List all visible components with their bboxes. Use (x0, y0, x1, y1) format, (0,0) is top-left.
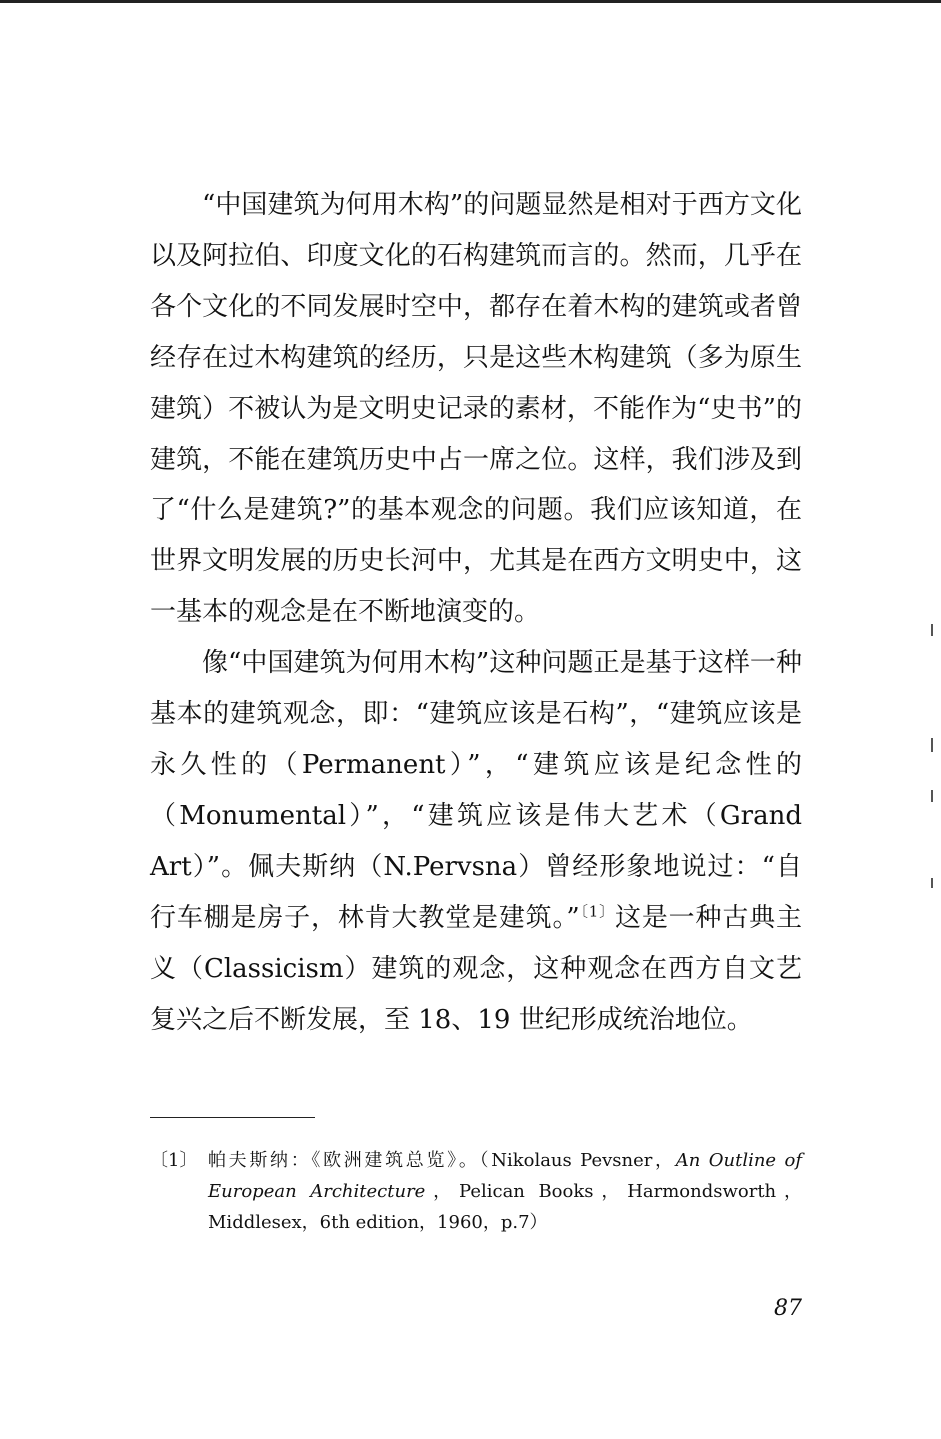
page-top-border (0, 0, 941, 3)
paragraph-2-text-before-ref: 像“中国建筑为何用木构”这种问题正是基于这样一种基本的建筑观念，即：“建筑应该是石构”，“建筑应该是永久性的（Permanent）”，“建筑应该是纪念性的（Monumental）”，“建筑应该是伟大艺术（Grand Art）”。佩夫斯纳（N.Pervsna）曾经形象地说过：“自行车棚是房子，林肯大教堂是建筑。” (150, 648, 802, 933)
paragraph-2 (150, 638, 802, 1045)
footnote-tail: ，Pelican Books，Harmondsworth，Middlesex，6th edition，1960，p.7） (208, 1181, 802, 1233)
footnote-lead: 帕夫斯纳：《欧洲建筑总览》。（Nikolaus Pevsner， (208, 1150, 676, 1171)
footnote-marker: 〔1〕 (150, 1150, 198, 1171)
footnote-reference-mark[interactable]: 〔1〕 (579, 902, 615, 921)
scan-artifact-mark (931, 738, 933, 752)
footnote-1 (150, 1145, 802, 1238)
footnote-body (208, 1145, 802, 1238)
page-number: 87 (774, 1296, 802, 1321)
footnote-book-title: An Outline of European Architecture (208, 1150, 802, 1202)
scan-artifact-mark (931, 878, 933, 888)
scan-artifact-mark (931, 790, 933, 802)
main-text (150, 180, 802, 1045)
paragraph-1: “中国建筑为何用木构”的问题显然是相对于西方文化以及阿拉伯、印度文化的石构建筑而言的。然而，几乎在各个文化的不同发展时空中，都存在着木构的建筑或者曾经存在过木构建筑的经历，只是这些木构建筑（多为原生建筑）不被认为是文明史记录的素材，不能作为“史书”的建筑，不能在建筑历史中占一席之位。这样，我们涉及到了“什么是建筑?”的基本观念的问题。我们应该知道，在世界文明发展的历史长河中，尤其是在西方文明史中，这一基本的观念是在不断地演变的。 (150, 190, 802, 628)
scan-artifact-mark (931, 624, 933, 636)
footnote-separator (150, 1117, 315, 1118)
paragraph-2-text-after-ref: 这是一种古典主义（Classicism）建筑的观念，这种观念在西方自文艺复兴之后不断发展，至 18、19 世纪形成统治地位。 (150, 902, 802, 1035)
